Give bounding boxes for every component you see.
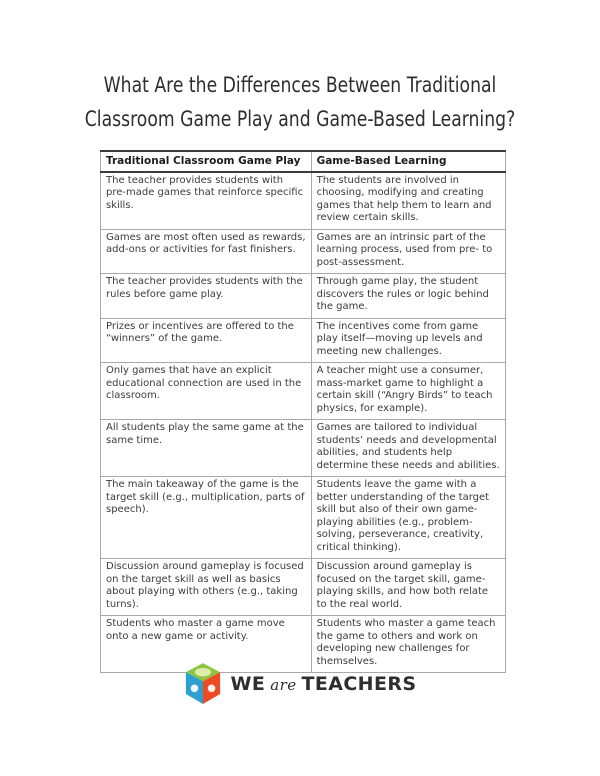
cell-game-based: A teacher might use a consumer, mass-market game to highlight a certain skill (“Angry Birds” to teach physics, for example). [311,363,505,420]
cube-dice-icon [184,662,222,706]
table-row [101,420,506,477]
column-header-traditional: Traditional Classroom Game Play [101,151,312,172]
table-row [101,318,506,363]
cell-game-based: The students are involved in choosing, modifying and creating games that help them to learn and review certain skills. [311,172,505,230]
cell-game-based: The incentives come from game play itself—moving up levels and meeting new challenges. [311,318,505,363]
cell-game-based: Through game play, the student discovers the rules or logic behind the game. [311,274,505,319]
cell-game-based: Games are an intrinsic part of the learning process, used from pre- to post-assessment. [311,229,505,274]
column-header-game-based: Game-Based Learning [311,151,505,172]
cell-traditional: Games are most often used as rewards, add-ons or activities for fast finishers. [101,229,312,274]
comparison-table [100,150,506,673]
cell-traditional: Prizes or incentives are offered to the “winners” of the game. [101,318,312,363]
cell-traditional: The main takeaway of the game is the target skill (e.g., multiplication, parts of speech). [101,477,312,559]
logo-wordmark [231,673,417,695]
cell-traditional: The teacher provides students with the rules before game play. [101,274,312,319]
footer-logo [0,662,600,706]
cell-game-based: Students leave the game with a better understanding of the target skill but also of their own game-playing abilities (e.g., problem-solving, perseverance, creativity, critical thinking). [311,477,505,559]
logo-we: WE [230,673,266,695]
page-title-line: What Are the Differences Between Traditional [103,73,497,97]
cell-traditional: All students play the same game at the same time. [101,420,312,477]
table-row [101,363,506,420]
page-title [0,68,600,136]
table-header-row [101,151,506,172]
cell-game-based: Students who master a game teach the game to others and work on developing new challenges for themselves. [311,616,505,673]
cell-game-based: Games are tailored to individual students’ needs and developmental abilities, and students help determine these needs and abilities. [311,420,505,477]
cell-traditional: Only games that have an explicit educational connection are used in the classroom. [101,363,312,420]
cell-game-based: Discussion around gameplay is focused on the target skill, game-playing skills, and how both relate to the real world. [311,559,505,616]
page-title-line: Classroom Game Play and Game-Based Learning? [84,107,516,131]
cell-traditional: Students who master a game move onto a new game or activity. [101,616,312,673]
table-row [101,229,506,274]
logo-teachers: TEACHERS [301,673,417,695]
logo-are: are [270,676,297,694]
table-row [101,477,506,559]
cell-traditional: The teacher provides students with pre-made games that reinforce specific skills. [101,172,312,230]
table-row [101,274,506,319]
table-row [101,172,506,230]
cell-traditional: Discussion around gameplay is focused on the target skill as well as basics about playing with others (e.g., taking turns). [101,559,312,616]
table-row [101,559,506,616]
